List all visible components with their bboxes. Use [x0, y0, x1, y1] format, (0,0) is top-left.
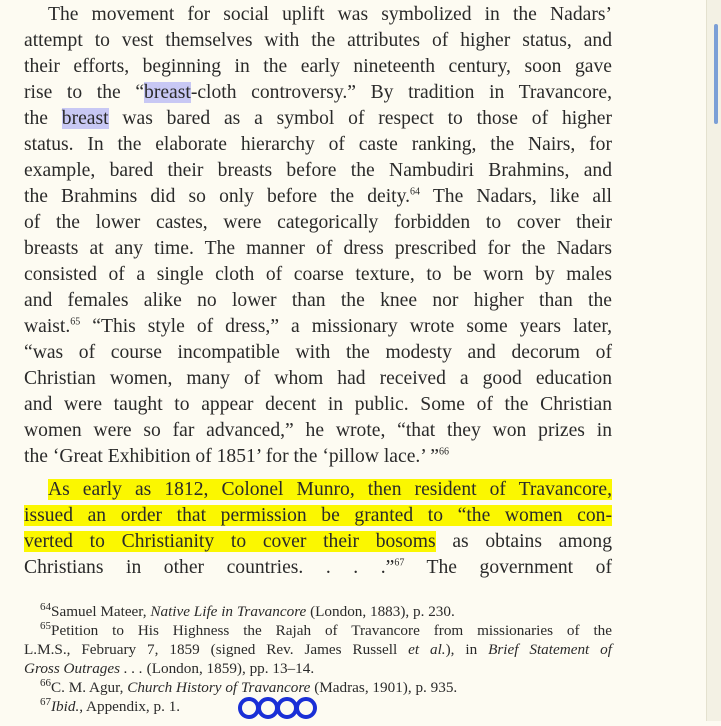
- text-line: of the lower castes, were categorically forbidden to cover their: [24, 212, 612, 233]
- footnote-ref[interactable]: 67: [394, 557, 405, 569]
- text-line: the ‘Great Exhibition of 1851’ for the ‘pillow lace.’ ”$^{66}$: [24, 446, 449, 467]
- scrollbar-track[interactable]: [706, 0, 721, 721]
- scrollbar-thumb[interactable]: [714, 24, 718, 124]
- text-line: waist.$^{65}$ “This style of dress,” a missionary wrote some years later,: [24, 316, 612, 337]
- search-match-highlight[interactable]: breast: [144, 82, 191, 103]
- footnote-64: $^{64}$Samuel Mateer, Native Life in Travancore (London, 1883), p. 230.: [40, 600, 455, 620]
- text-line: their efforts, beginning in the early nineteenth century, soon gave: [24, 56, 612, 77]
- text-line: attempt to vest themselves with the attributes of higher status, and: [24, 30, 612, 51]
- text-line: rise to the “breast-cloth controversy.” By tradition in Travancore,: [24, 82, 612, 103]
- text-line: example, bared their breasts before the Nambudiri Brahmins, and: [24, 160, 612, 181]
- footnote-ref[interactable]: 64: [410, 186, 421, 198]
- library-stamp-logo: [236, 695, 320, 726]
- text-line: the Brahmins did so only before the deity.$^{64}$ The Nadars, like all: [24, 186, 612, 207]
- text-line: “was of course incompatible with the modesty and decorum of: [24, 342, 612, 363]
- text-line: and females alike no lower than the knee nor higher than the: [24, 290, 612, 311]
- text-line: [24, 503, 612, 529]
- footnote-65: $^{65}$Petition to His Highness the Rajah of Travancore from missionaries of the: [40, 619, 612, 639]
- text-line: Christians in other countries. . . .”$^{67}$ The government of: [24, 557, 612, 578]
- text-line: breasts at any time. The manner of dress prescribed for the Nadars: [24, 238, 612, 259]
- text-line: The movement for social uplift was symbolized in the Nadars’: [48, 4, 612, 25]
- footnote-65-cont: L.M.S., February 7, 1859 (signed Rev. James Russell et al.), in Brief Statement of: [24, 641, 612, 658]
- text-line: and were taught to appear decent in public. Some of the Christian: [24, 394, 612, 415]
- text-line: [24, 477, 612, 503]
- footnote-67: $^{67}$Ibid., Appendix, p. 1.: [40, 695, 181, 715]
- text-line: the breast was bared as a symbol of respect to those of higher: [24, 108, 612, 129]
- footnote-66: $^{66}$C. M. Agur, Church History of Travancore (Madras, 1901), p. 935.: [40, 676, 458, 696]
- text-line: status. In the elaborate hierarchy of caste ranking, the Nairs, for: [24, 134, 612, 155]
- text-line: verted to Christianity to cover their bosoms as obtains among: [24, 531, 613, 552]
- text-line: women were so far advanced,” he wrote, “that they won prizes in: [24, 420, 612, 441]
- footnote-65-cont: Gross Outrages . . . (London, 1859), pp. 13–14.: [24, 660, 315, 677]
- footnote-ref[interactable]: 65: [70, 316, 81, 328]
- text-line: consisted of a single cloth of coarse texture, to be worn by males: [24, 264, 612, 285]
- user-highlight[interactable]: issued an order that permission be granted to “the women con-: [24, 505, 612, 526]
- user-highlight[interactable]: verted to Christianity to cover their bosoms: [24, 531, 436, 552]
- user-highlight[interactable]: As early as 1812, Colonel Munro, then resident of Travancore,: [48, 479, 612, 500]
- footnote-ref[interactable]: 66: [438, 446, 449, 458]
- text-line: Christian women, many of whom had received a good education: [24, 368, 612, 389]
- search-match-highlight[interactable]: breast: [61, 108, 109, 129]
